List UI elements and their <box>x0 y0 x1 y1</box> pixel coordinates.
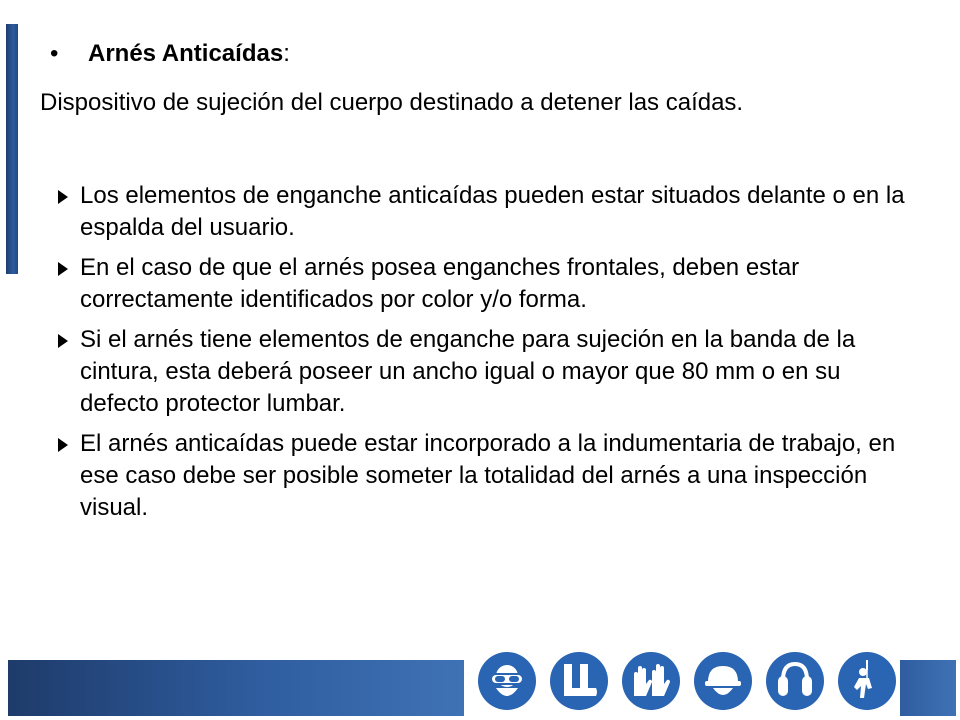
bullet-text: Los elementos de enganche anticaídas pueden estar situados delante o en la espalda del usuario. <box>80 182 905 241</box>
bullet-item <box>56 180 916 244</box>
arrow-bullet-icon <box>58 334 68 348</box>
safety-gloves-icon <box>622 652 680 710</box>
definition-text: Dispositivo de sujeción del cuerpo destinado a detener las caídas. <box>40 89 744 116</box>
safety-boots-icon <box>550 652 608 710</box>
safety-goggles-icon <box>478 652 536 710</box>
bullet-list <box>56 180 916 532</box>
ppe-icon-row <box>478 652 896 716</box>
arrow-bullet-icon <box>58 190 68 204</box>
arrow-bullet-icon <box>58 262 68 276</box>
ear-protection-icon <box>766 652 824 710</box>
bullet-item <box>56 324 916 420</box>
fall-harness-icon <box>838 652 896 710</box>
bullet-item <box>56 428 916 524</box>
bullet-text: El arnés anticaídas puede estar incorporado a la indumentaria de trabajo, en ese caso debe ser posible someter la totalidad del arnés a una inspección visual. <box>80 430 896 521</box>
bullet-item <box>56 252 916 316</box>
bullet-text: Si el arnés tiene elementos de enganche para sujeción en la banda de la cintura, esta deberá poseer un ancho igual o mayor que 80 mm o en su defecto protector lumbar. <box>80 326 856 417</box>
left-accent-bar <box>6 24 18 274</box>
arrow-bullet-icon <box>58 438 68 452</box>
footer-strip <box>8 660 464 716</box>
title-bullet: • <box>50 40 59 67</box>
hard-hat-icon <box>694 652 752 710</box>
footer-right-block <box>900 660 956 716</box>
title-colon: : <box>283 40 290 67</box>
bullet-text: En el caso de que el arnés posea enganches frontales, deben estar correctamente identificados por color y/o forma. <box>80 254 800 313</box>
slide-title <box>50 38 290 70</box>
title-text: Arnés Anticaídas <box>88 40 284 67</box>
